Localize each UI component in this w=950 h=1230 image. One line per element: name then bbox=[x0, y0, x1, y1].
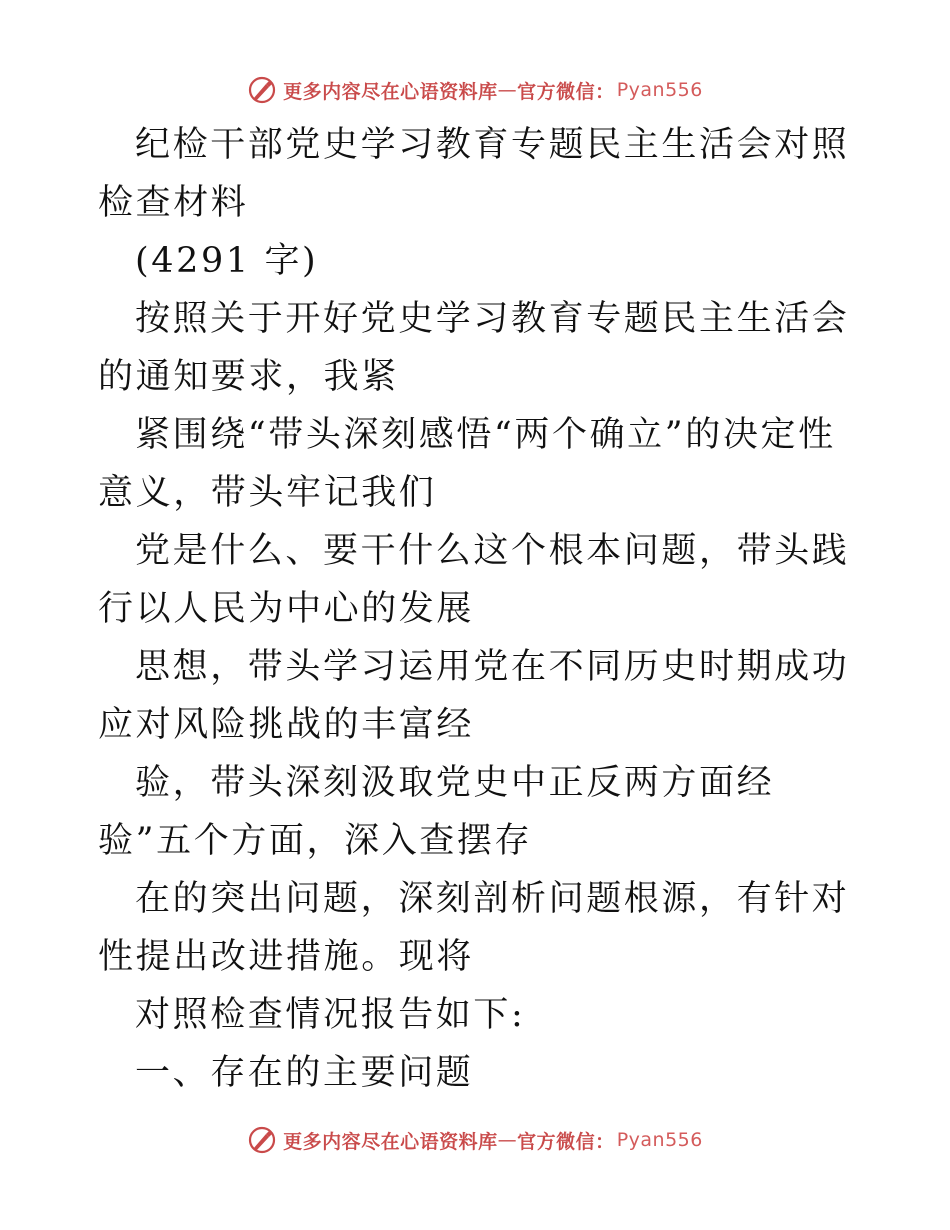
watermark-id: Pyan556 bbox=[616, 79, 703, 101]
footer-watermark bbox=[0, 1122, 950, 1158]
section-heading: 一、存在的主要问题 bbox=[135, 1053, 474, 1093]
paragraph: 按照关于开好党史学习教育专题民主生活会的通知要求，我紧 bbox=[98, 299, 850, 397]
paragraph: 党是什么、要干什么这个根本问题，带头践行以人民为中心的发展 bbox=[98, 531, 850, 629]
paragraph: 思想，带头学习运用党在不同历史时期成功应对风险挑战的丰富经 bbox=[98, 647, 850, 745]
pen-circle-logo-icon bbox=[247, 1125, 277, 1155]
watermark-text: 更多内容尽在心语资料库 bbox=[283, 80, 498, 103]
paragraph: 验，带头深刻汲取党史中正反两方面经验”五个方面，深入查摆存 bbox=[98, 763, 775, 861]
watermark-sub: 官方微信： bbox=[517, 1130, 615, 1153]
header-watermark bbox=[0, 72, 950, 108]
document-title: 纪检干部党史学习教育专题民主生活会对照检查材料 bbox=[98, 125, 850, 223]
pen-circle-logo-icon bbox=[247, 75, 277, 105]
word-count: (4291 字) bbox=[135, 241, 319, 281]
paragraph: 在的突出问题，深刻剖析问题根源，有针对性提出改进措施。现将 bbox=[98, 879, 850, 977]
watermark-id: Pyan556 bbox=[616, 1129, 703, 1151]
watermark-dash: — bbox=[497, 79, 518, 101]
watermark-sub: 官方微信： bbox=[517, 80, 615, 103]
paragraph: 对照检查情况报告如下: bbox=[135, 995, 526, 1035]
watermark-dash: — bbox=[497, 1129, 518, 1151]
watermark-text: 更多内容尽在心语资料库 bbox=[283, 1130, 498, 1153]
document-body bbox=[98, 116, 858, 1102]
paragraph: 紧围绕“带头深刻感悟“两个确立”的决定性意义，带头牢记我们 bbox=[98, 415, 836, 513]
